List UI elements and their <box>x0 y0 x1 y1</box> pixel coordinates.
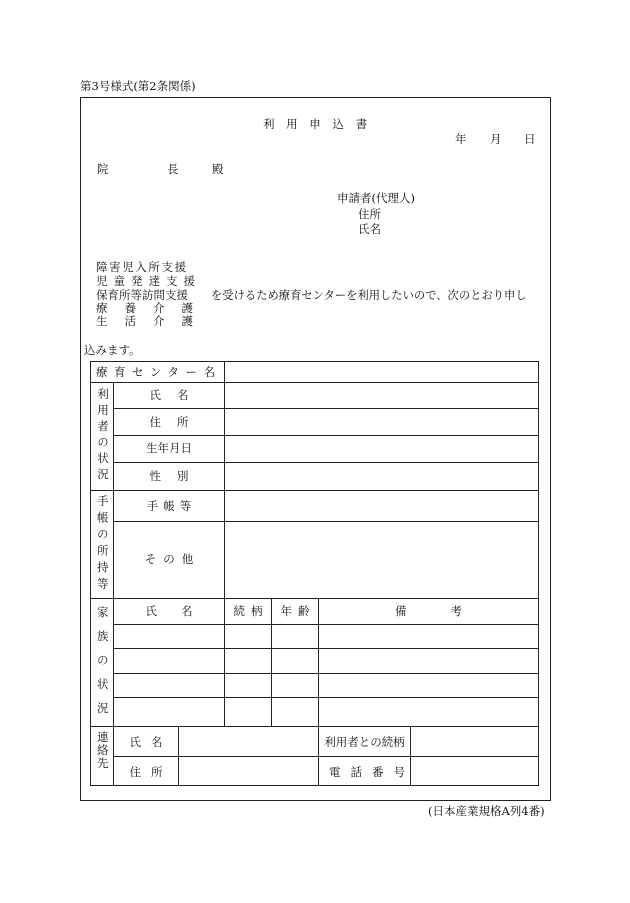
addressee-2: 長 <box>167 162 179 176</box>
form-title: 利 用 申 込 書 <box>263 117 372 131</box>
family-header-relation: 続柄 <box>233 604 269 618</box>
contact-phone-label: 電話番号 <box>329 765 415 779</box>
service-4: 療養介護 <box>96 301 210 315</box>
contact-label: 連絡先 <box>95 731 110 770</box>
family-header-name: 氏名 <box>145 604 217 618</box>
service-3: 保育所等訪問支援 <box>96 288 188 302</box>
handbook-label: 手帳の所持等 <box>95 495 110 594</box>
applicant-label: 申請者(代理人) <box>337 191 415 205</box>
center-name-label: 療育センター名 <box>96 365 222 379</box>
addressee-3: 殿 <box>212 162 224 176</box>
addressee-1: 院 <box>97 162 109 176</box>
date-month: 月 <box>490 132 502 146</box>
user-field-name: 氏名 <box>149 388 205 402</box>
footer-note: (日本産業規格A列4番) <box>428 804 545 818</box>
handbook-field-1: 手帳等 <box>146 499 197 513</box>
family-label: 家族の状況 <box>95 606 110 726</box>
service-2: 児童発達支援 <box>96 274 201 288</box>
user-field-birthdate: 生年月日 <box>146 441 192 455</box>
service-1: 障害児入所支援 <box>96 260 188 274</box>
request-text-1: を受けるため療育センターを利用したいので、次のとおり申し <box>211 289 527 302</box>
user-field-gender: 性別 <box>149 469 205 483</box>
date-day: 日 <box>524 132 536 146</box>
contact-name-label: 氏名 <box>129 735 173 749</box>
contact-relation-label: 利用者との続柄 <box>324 735 405 749</box>
date-year: 年 <box>455 132 467 146</box>
contact-address-label: 住所 <box>129 765 173 779</box>
applicant-address-label: 住所 <box>358 207 381 221</box>
service-5: 生活介護 <box>96 314 210 328</box>
handbook-field-other: その他 <box>144 552 201 566</box>
user-status-label: 利用者の状況 <box>96 388 110 484</box>
applicant-name-label: 氏名 <box>358 222 381 236</box>
request-text-2: 込みます。 <box>84 343 141 357</box>
family-header-age: 年齢 <box>280 604 316 618</box>
user-field-address: 住所 <box>149 415 205 429</box>
form-number: 第3号様式(第2条関係) <box>80 79 196 93</box>
family-header-notes: 備考 <box>395 604 506 618</box>
